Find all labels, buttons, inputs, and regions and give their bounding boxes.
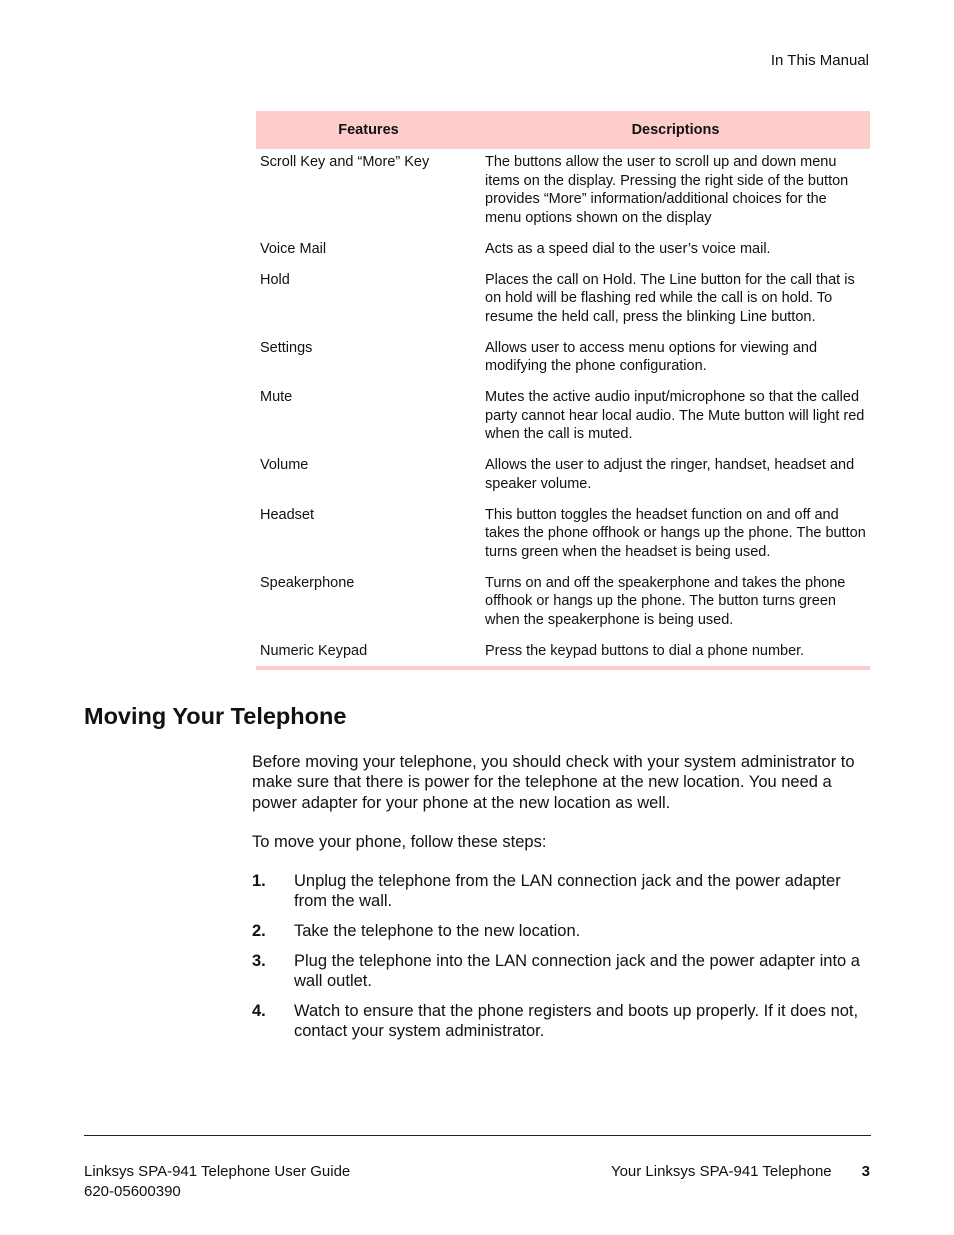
table-row [256, 269, 870, 337]
table-row [256, 504, 870, 572]
list-item [252, 951, 872, 992]
table-bottom-rule [256, 666, 870, 670]
footer-right [611, 1162, 870, 1182]
features-table [256, 111, 870, 670]
table-row [256, 238, 870, 269]
table-row [256, 337, 870, 386]
step-number: 1. [252, 872, 266, 890]
table-body [256, 149, 870, 670]
feature-cell: Voice Mail [260, 240, 327, 257]
description-cell: Acts as a speed dial to the user’s voice mail. [485, 240, 771, 257]
list-item [252, 921, 872, 941]
list-item [252, 871, 872, 912]
feature-cell: Mute [260, 389, 293, 406]
description-cell: This button toggles the headset function on and off and takes the phone offhook or hangs up the phone. The button turns green when the headset is being used. [485, 506, 866, 560]
footer-chapter: Your Linksys SPA-941 Telephone [610, 1163, 832, 1180]
description-cell: Press the keypad buttons to dial a phone number. [485, 642, 805, 659]
step-text: Watch to ensure that the phone registers and boots up properly. If it does not, contact your system administrator. [294, 1001, 859, 1041]
table-row [256, 149, 870, 238]
description-cell: Allows user to access menu options for viewing and modifying the phone configuration. [485, 339, 818, 375]
description-cell: Turns on and off the speakerphone and takes the phone offhook or hangs up the phone. The button turns green when the speakerphone is being used. [485, 574, 846, 629]
step-text: Plug the telephone into the LAN connection jack and the power adapter into a wall outlet. [294, 951, 860, 991]
steps-intro: To move your phone, follow these steps: [252, 833, 547, 851]
step-number: 4. [252, 1001, 266, 1020]
section-heading: Moving Your Telephone [84, 703, 347, 729]
feature-cell: Numeric Keypad [260, 642, 368, 659]
page-number: 3 [861, 1163, 870, 1180]
step-number: 2. [252, 922, 266, 941]
feature-cell: Speakerphone [260, 574, 355, 591]
footer-doc-number: 620-05600390 [84, 1183, 181, 1200]
description-cell: Allows the user to adjust the ringer, handset, headset and speaker volume. [485, 457, 855, 492]
step-number: 3. [252, 951, 266, 970]
description-cell: Mutes the active audio input/microphone so that the called party cannot hear local audio. The Mute button will light red when the call is muted. [485, 389, 865, 443]
table-row [256, 386, 870, 454]
column-header-descriptions: Descriptions [631, 122, 720, 138]
column-header-features: Features [338, 122, 399, 138]
table-row [256, 572, 870, 640]
footer-left [84, 1162, 350, 1202]
footer-divider [84, 1135, 871, 1136]
table-row [256, 454, 870, 503]
description-cell: The buttons allow the user to scroll up and down menu items on the display. Pressing the right side of the button provides “More” information/additional choices for the menu options shown on the display [485, 154, 849, 227]
step-text: Take the telephone to the new location. [294, 922, 581, 941]
intro-paragraph: Before moving your telephone, you should check with your system administrator to make sure that there is power for the telephone at the new location. You need a power adapter for your phone at the new location as well. [252, 753, 855, 812]
feature-cell: Settings [260, 339, 313, 356]
feature-cell: Scroll Key and “More” Key [260, 154, 430, 170]
footer-guide-title: Linksys SPA-941 Telephone User Guide [84, 1163, 351, 1180]
feature-cell: Hold [260, 271, 290, 288]
steps-list [252, 871, 872, 1051]
feature-cell: Headset [260, 506, 315, 523]
feature-cell: Volume [260, 457, 309, 474]
table-header [256, 111, 870, 149]
list-item [252, 1001, 872, 1042]
running-header: In This Manual [770, 52, 869, 69]
description-cell: Places the call on Hold. The Line button for the call that is on hold will be flashing red while the call is on hold. To resume the held call, press the blinking Line button. [485, 271, 855, 325]
step-text: Unplug the telephone from the LAN connection jack and the power adapter from the wall. [294, 872, 841, 911]
